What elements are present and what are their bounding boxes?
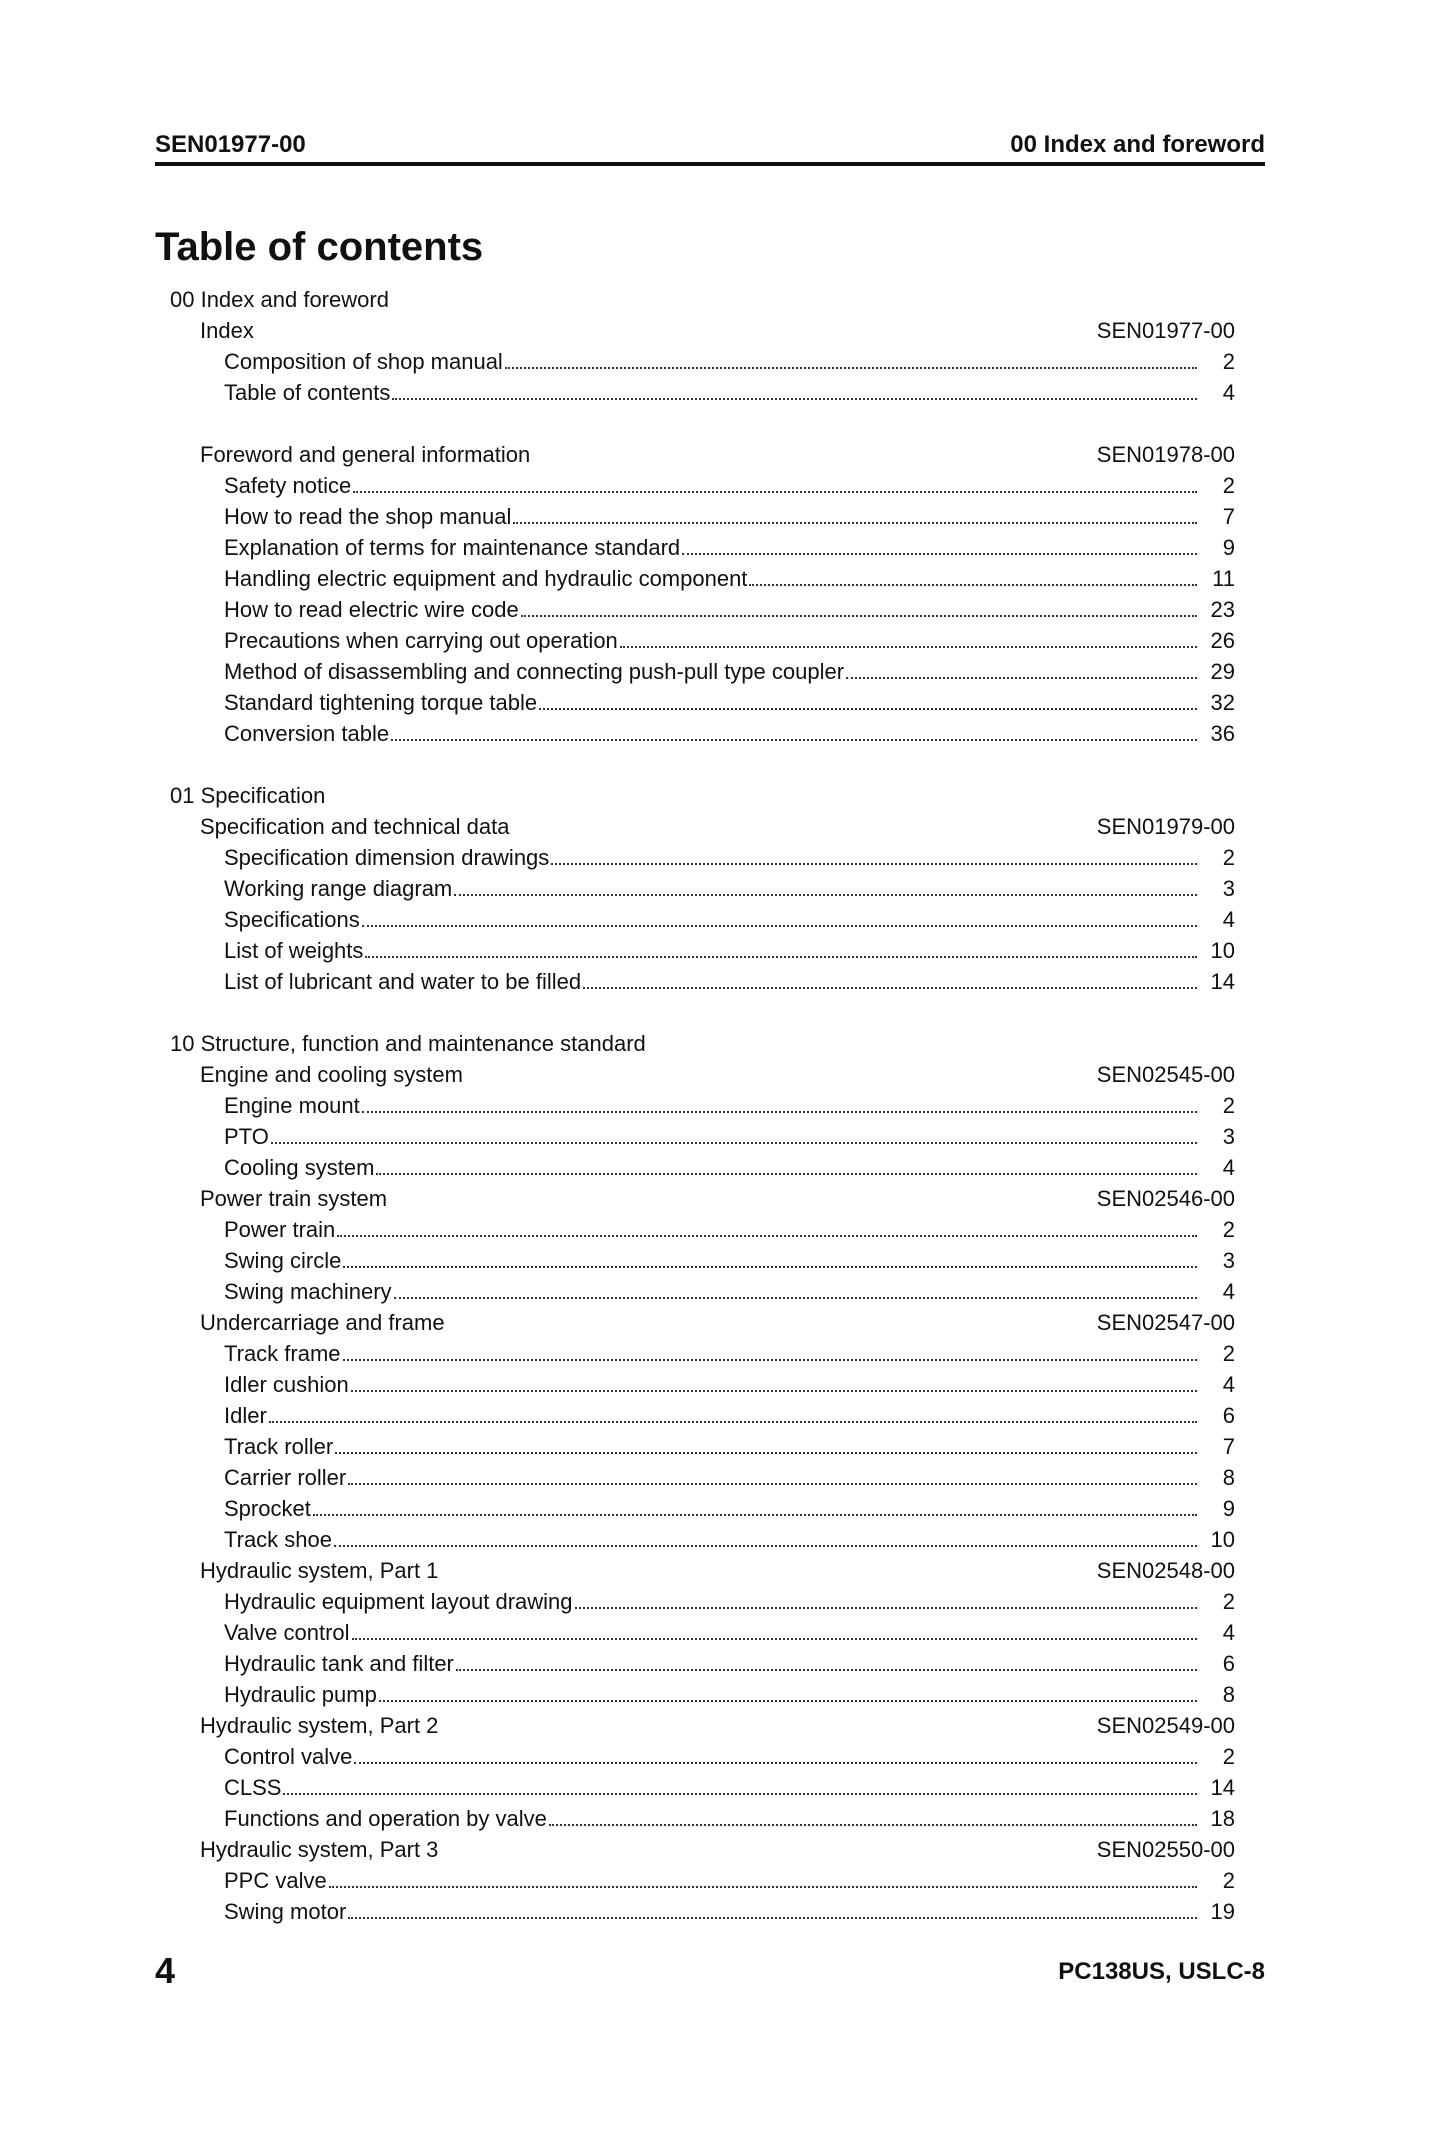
leader-dots [575,1607,1197,1609]
toc-item-label: Hydraulic tank and filter [224,1651,454,1676]
toc-item[interactable] [170,532,1235,563]
leader-dots [343,1359,1197,1361]
toc-item-page: 23 [1210,597,1235,622]
header-rule [155,162,1265,166]
toc-item[interactable] [170,1803,1235,1834]
toc-item[interactable] [170,594,1235,625]
leader-dots [343,1266,1197,1268]
toc-section[interactable] [170,439,1235,470]
leader-dots [334,1545,1197,1547]
toc-item-label: Valve control [224,1620,350,1645]
toc-item-label: How to read the shop manual [224,504,512,529]
toc-item-label: How to read electric wire code [224,597,519,622]
leader-dots [335,1452,1197,1454]
toc-item[interactable] [170,377,1235,408]
toc-section[interactable] [170,1183,1235,1214]
toc-item-page: 26 [1210,628,1235,653]
toc-item-page: 2 [1222,1093,1235,1118]
toc-item[interactable] [170,904,1235,935]
toc-item-label: Explanation of terms for maintenance standard [224,535,681,560]
toc-item-label: Idler cushion [224,1372,349,1397]
toc-section-title: Undercarriage and frame [200,1310,445,1335]
leader-dots [379,1700,1197,1702]
leader-dots [353,491,1197,493]
toc-item-label: Swing circle [224,1248,342,1273]
toc-item[interactable] [170,346,1235,377]
toc-item[interactable] [170,1648,1235,1679]
leader-dots [583,987,1197,989]
toc-item-page: 2 [1222,1341,1235,1366]
toc-item[interactable] [170,1152,1235,1183]
toc-item-page: 2 [1222,1217,1235,1242]
toc-item-label: Track shoe [224,1527,333,1552]
page-number: 4 [155,1950,176,1991]
toc-item[interactable] [170,501,1235,532]
leader-dots [391,739,1197,741]
leader-dots [376,1173,1197,1175]
toc-item-label: List of lubricant and water to be filled [224,969,582,994]
toc-section-title: Foreword and general information [200,442,531,467]
toc-item[interactable] [170,1121,1235,1152]
leader-dots [365,956,1197,958]
toc-item[interactable] [170,1524,1235,1555]
toc-item[interactable] [170,1400,1235,1431]
toc-item-label: Engine mount [224,1093,360,1118]
toc-item[interactable] [170,1338,1235,1369]
toc-item[interactable] [170,656,1235,687]
toc-item-label: Sprocket [224,1496,311,1521]
toc-section-title: Index [200,318,254,343]
toc-item-label: Safety notice [224,473,352,498]
toc-section[interactable] [170,1710,1235,1741]
leader-dots [549,1824,1197,1826]
document-code: SEN01977-00 [155,131,306,158]
toc-item-page: 2 [1222,349,1235,374]
toc-item-label: Hydraulic equipment layout drawing [224,1589,573,1614]
toc-item[interactable] [170,1865,1235,1896]
toc-item-label: Functions and operation by valve [224,1806,547,1831]
toc-item-page: 18 [1210,1806,1235,1831]
toc-item[interactable] [170,1462,1235,1493]
toc-item-label: Track frame [224,1341,341,1366]
table-of-contents [170,284,1235,1927]
toc-item-page: 14 [1210,969,1235,994]
leader-dots [539,708,1197,710]
toc-item-page: 7 [1222,504,1235,529]
toc-item-label: Cooling system [224,1155,375,1180]
toc-item-page: 7 [1222,1434,1235,1459]
leader-dots [271,1142,1197,1144]
toc-item-page: 4 [1222,1155,1235,1180]
toc-item[interactable] [170,1741,1235,1772]
toc-item-label: Handling electric equipment and hydraulic component [224,566,748,591]
toc-item-page: 4 [1222,1620,1235,1645]
toc-item-label: Power train [224,1217,336,1242]
leader-dots [352,1638,1197,1640]
toc-item-label: Standard tightening torque table [224,690,538,715]
leader-dots [348,1483,1197,1485]
toc-item-label: Conversion table [224,721,390,746]
toc-item-label: Track roller [224,1434,334,1459]
toc-item-label: Working range diagram [224,876,453,901]
toc-section-code: SEN02547-00 [1096,1310,1235,1335]
leader-dots [454,894,1197,896]
leader-dots [682,553,1197,555]
toc-item-page: 11 [1212,566,1235,591]
toc-chapter[interactable]: 00 Index and foreword [170,287,389,312]
toc-item-page: 9 [1222,1496,1235,1521]
leader-dots [846,677,1197,679]
toc-section[interactable] [170,1307,1235,1338]
toc-section-code: SEN01979-00 [1096,814,1235,839]
toc-item[interactable] [170,935,1235,966]
toc-item-page: 4 [1222,380,1235,405]
leader-dots [513,522,1197,524]
toc-item-label: Specifications [224,907,360,932]
toc-item-label: Precautions when carrying out operation [224,628,618,653]
toc-item[interactable] [170,1896,1235,1927]
toc-section-code: SEN01978-00 [1096,442,1235,467]
toc-item-label: Carrier roller [224,1465,347,1490]
toc-item[interactable] [170,1617,1235,1648]
chapter-heading: 00 Index and foreword [1010,131,1265,158]
leader-dots [362,925,1197,927]
toc-item-page: 3 [1222,1124,1235,1149]
toc-item[interactable] [170,1493,1235,1524]
toc-section-code: SEN02548-00 [1096,1558,1235,1583]
toc-chapter[interactable]: 10 Structure, function and maintenance standard [170,1031,646,1056]
leader-dots [283,1793,1197,1795]
toc-item[interactable] [170,1586,1235,1617]
toc-item-page: 4 [1222,907,1235,932]
leader-dots [269,1421,1197,1423]
toc-section[interactable] [170,315,1235,346]
toc-item[interactable] [170,718,1235,749]
toc-item-page: 8 [1222,1465,1235,1490]
toc-item-page: 2 [1222,1589,1235,1614]
toc-item-label: Table of contents [224,380,391,405]
toc-item-label: Control valve [224,1744,353,1769]
toc-section-code: SEN02549-00 [1096,1713,1235,1738]
leader-dots [551,863,1197,865]
toc-item-page: 3 [1222,876,1235,901]
toc-section-code: SEN02545-00 [1096,1062,1235,1087]
toc-chapter[interactable]: 01 Specification [170,783,326,808]
toc-section-code: SEN01977-00 [1096,318,1235,343]
toc-item[interactable] [170,1369,1235,1400]
toc-section-title: Hydraulic system, Part 1 [200,1558,439,1583]
toc-item-page: 2 [1222,1744,1235,1769]
toc-item-label: Idler [224,1403,267,1428]
toc-section-title: Hydraulic system, Part 3 [200,1837,439,1862]
toc-item[interactable] [170,1679,1235,1710]
toc-item[interactable] [170,842,1235,873]
leader-dots [394,1297,1197,1299]
toc-item-label: CLSS [224,1775,282,1800]
toc-item[interactable] [170,1772,1235,1803]
toc-item[interactable] [170,1276,1235,1307]
toc-item[interactable] [170,1431,1235,1462]
toc-section-title: Engine and cooling system [200,1062,463,1087]
toc-item-page: 8 [1222,1682,1235,1707]
toc-section-title: Specification and technical data [200,814,510,839]
toc-item-page: 19 [1210,1899,1235,1924]
toc-item-page: 29 [1210,659,1235,684]
toc-item[interactable] [170,1214,1235,1245]
toc-item[interactable] [170,1245,1235,1276]
toc-item-page: 6 [1222,1651,1235,1676]
toc-item-page: 4 [1222,1372,1235,1397]
leader-dots [505,367,1197,369]
leader-dots [521,615,1197,617]
model-name: PC138US, USLC-8 [1058,1958,1265,1985]
toc-section-code: SEN02550-00 [1096,1837,1235,1862]
leader-dots [348,1917,1197,1919]
toc-item[interactable] [170,625,1235,656]
toc-item-label: Swing machinery [224,1279,392,1304]
toc-item-label: Swing motor [224,1899,347,1924]
toc-item[interactable] [170,470,1235,501]
leader-dots [337,1235,1197,1237]
toc-section-code: SEN02546-00 [1096,1186,1235,1211]
leader-dots [362,1111,1197,1113]
toc-item-page: 3 [1222,1248,1235,1273]
toc-item-page: 32 [1210,690,1235,715]
toc-item-page: 36 [1210,721,1235,746]
leader-dots [620,646,1197,648]
toc-item-label: Composition of shop manual [224,349,503,374]
toc-item-label: Specification dimension drawings [224,845,550,870]
toc-item[interactable] [170,687,1235,718]
toc-item-page: 10 [1210,938,1235,963]
leader-dots [749,584,1197,586]
toc-item-label: PTO [224,1124,269,1149]
toc-item-page: 4 [1222,1279,1235,1304]
toc-item-page: 2 [1222,473,1235,498]
toc-item-label: Hydraulic pump [224,1682,377,1707]
leader-dots [313,1514,1197,1516]
toc-item[interactable] [170,966,1235,997]
leader-dots [392,398,1197,400]
toc-section[interactable] [170,811,1235,842]
toc-section[interactable] [170,1555,1235,1586]
toc-item[interactable] [170,1090,1235,1121]
toc-item-label: Method of disassembling and connecting push-pull type coupler [224,659,845,684]
toc-item-page: 9 [1222,535,1235,560]
toc-item[interactable] [170,873,1235,904]
toc-section-title: Power train system [200,1186,388,1211]
toc-section[interactable] [170,1059,1235,1090]
leader-dots [351,1390,1197,1392]
toc-item-label: PPC valve [224,1868,327,1893]
toc-item-label: List of weights [224,938,364,963]
leader-dots [354,1762,1197,1764]
toc-item-page: 14 [1210,1775,1235,1800]
toc-section[interactable] [170,1834,1235,1865]
toc-section-title: Hydraulic system, Part 2 [200,1713,439,1738]
leader-dots [329,1886,1197,1888]
toc-item[interactable] [170,563,1235,594]
toc-item-page: 2 [1222,845,1235,870]
toc-item-page: 6 [1222,1403,1235,1428]
toc-item-page: 2 [1222,1868,1235,1893]
page-title: Table of contents [155,225,484,269]
leader-dots [456,1669,1197,1671]
toc-item-page: 10 [1210,1527,1235,1552]
